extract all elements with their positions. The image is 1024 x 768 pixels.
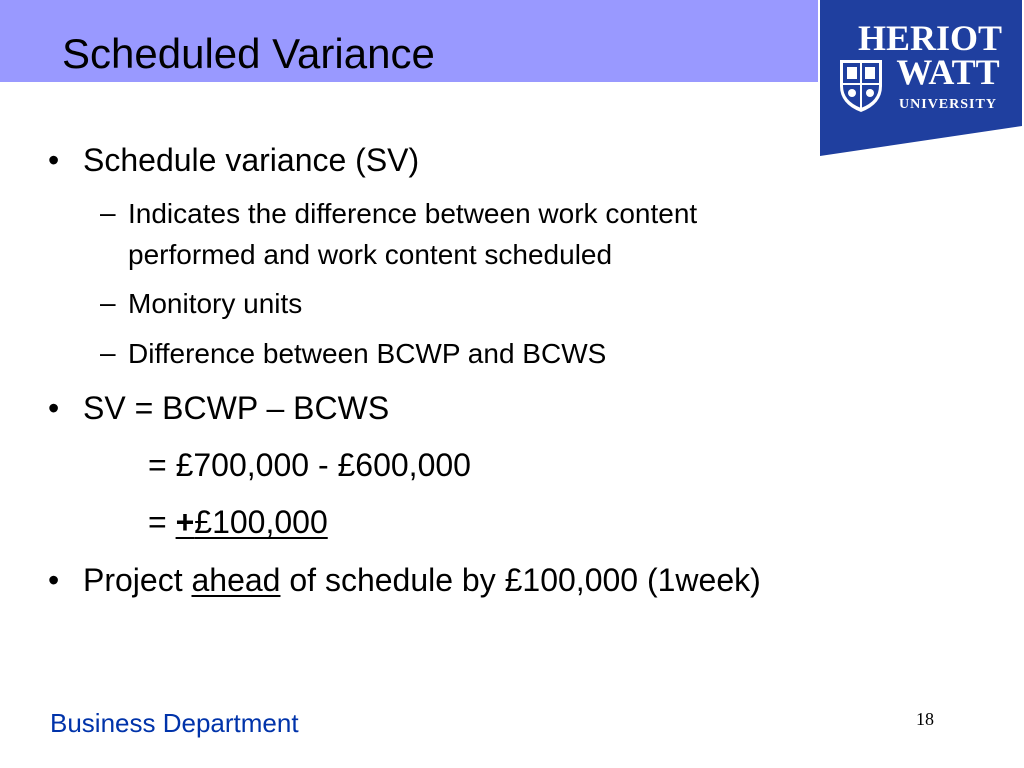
dash-icon: –	[100, 197, 116, 228]
sub-bullet-1-line1: Indicates the difference between work content	[128, 198, 698, 229]
page-number: 18	[916, 709, 934, 729]
dash-icon: –	[100, 337, 116, 368]
sub-bullet-3: Difference between BCWP and BCWS	[128, 338, 607, 369]
bullet-icon: •	[48, 562, 60, 598]
logo-line1: HERIOT	[857, 18, 1003, 58]
result-value: £100,000	[194, 504, 328, 540]
sub-bullet-2: Monitory units	[128, 288, 303, 319]
plus-sign: +	[175, 504, 195, 540]
bullet-3-prefix: Project	[83, 562, 192, 598]
equation-line-3	[148, 502, 328, 542]
equation-prefix: =	[148, 504, 176, 540]
equation-line-2: = £700,000 - £600,000	[148, 447, 471, 483]
bullet-1-text: Schedule variance (SV)	[83, 142, 420, 178]
bullet-icon: •	[48, 142, 60, 178]
logo-line2: WATT	[896, 52, 1000, 92]
bullet-icon: •	[48, 390, 60, 426]
slide-title: Scheduled Variance	[62, 30, 435, 77]
bullet-3-text	[83, 560, 761, 600]
equation-result	[176, 504, 328, 540]
logo-line3: UNIVERSITY	[899, 97, 997, 112]
bullet-3-emphasis: ahead	[191, 562, 281, 598]
dash-icon: –	[100, 287, 116, 318]
sub-bullet-1-line2: performed and work content scheduled	[128, 239, 613, 270]
bullet-3-suffix: of schedule by £100,000 (1week)	[280, 562, 761, 598]
bullet-2-text: SV = BCWP – BCWS	[83, 390, 390, 426]
footer-department: Business Department	[50, 708, 299, 738]
